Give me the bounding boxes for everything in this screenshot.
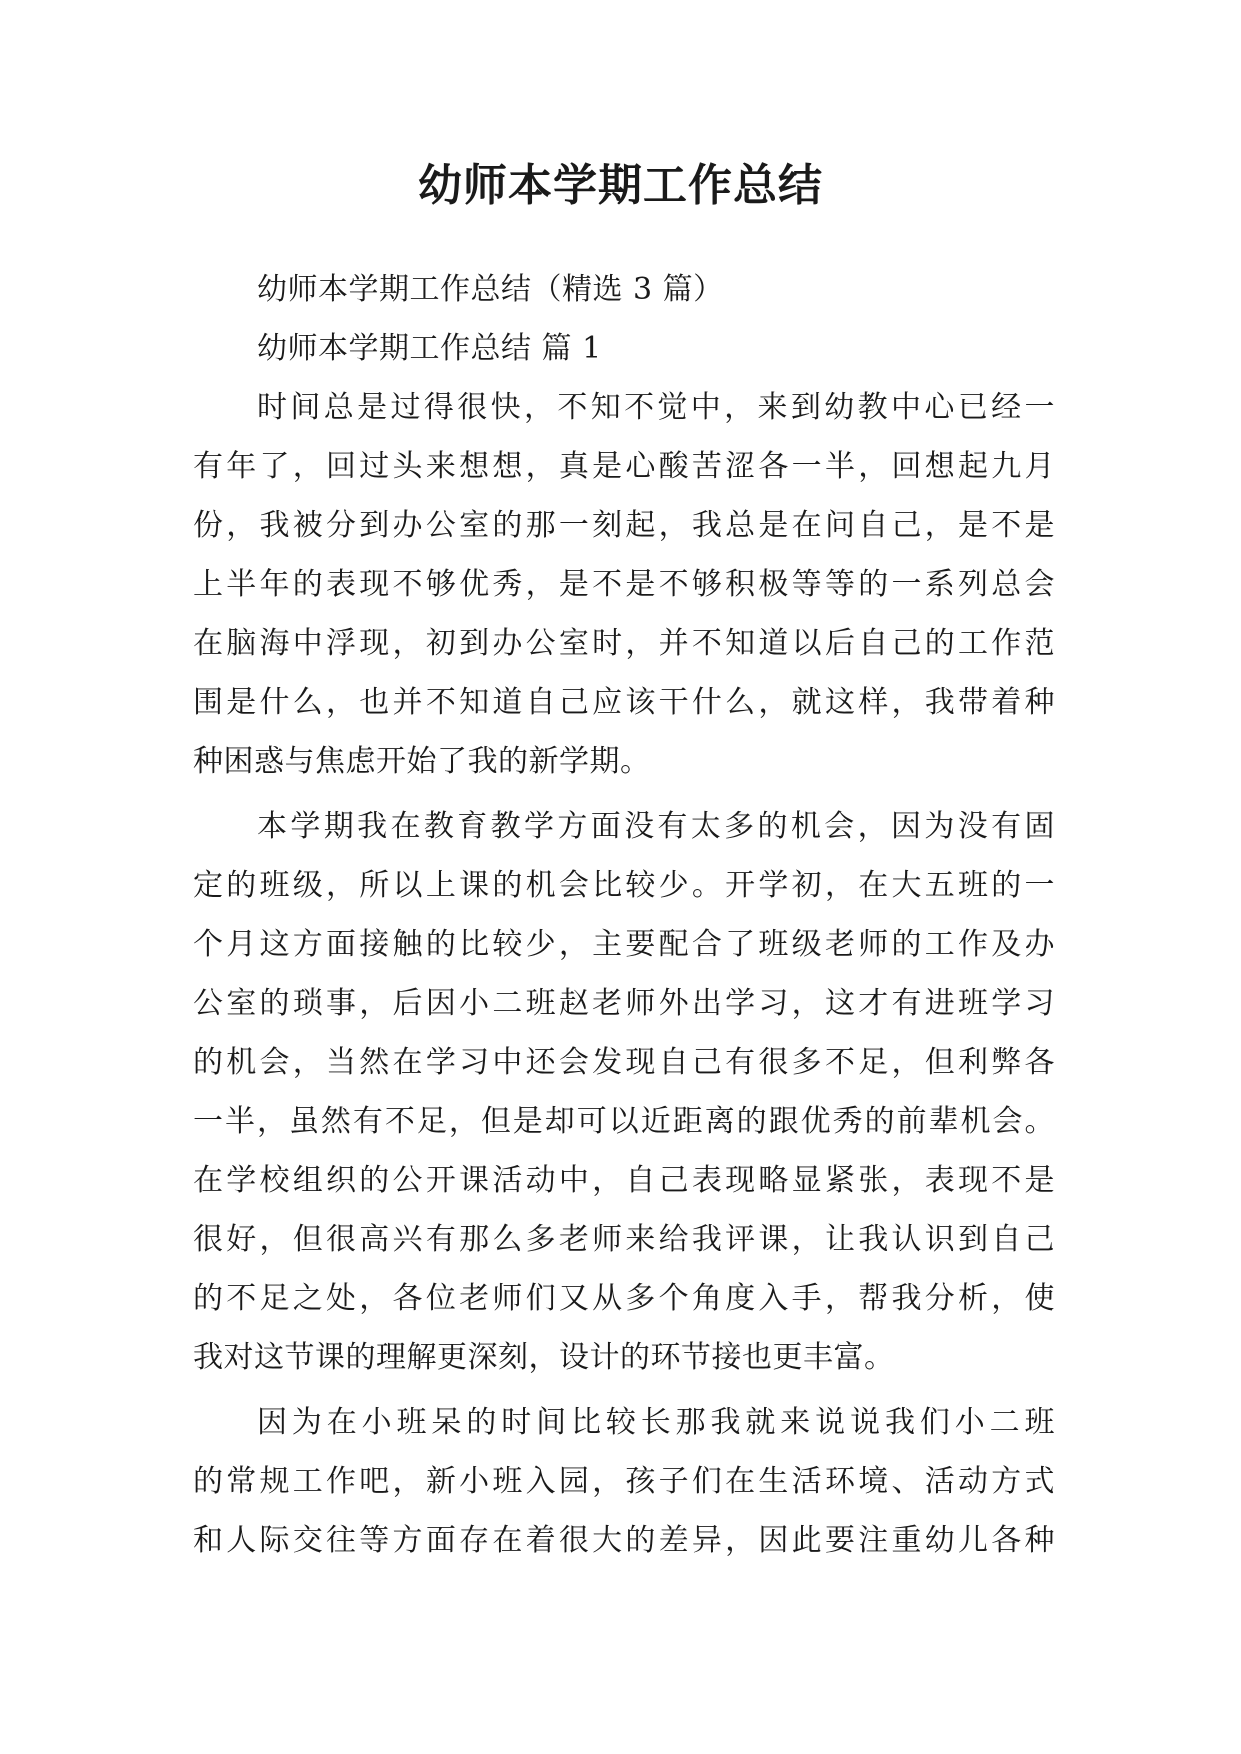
paragraph-line: 的常规工作吧，新小班入园，孩子们在生活环境、活动方式 — [193, 1464, 1055, 1499]
paragraph-line: 有年了，回过头来想想，真是心酸苦涩各一半，回想起九月 — [193, 449, 1055, 484]
paragraph-line: 上半年的表现不够优秀，是不是不够积极等等的一系列总会 — [193, 567, 1055, 602]
paragraph-line: 定的班级，所以上课的机会比较少。开学初，在大五班的一 — [193, 868, 1055, 903]
paragraph-line: 种困惑与焦虑开始了我的新学期。 — [193, 744, 651, 779]
paragraph-line: 的不足之处，各位老师们又从多个角度入手，帮我分析，使 — [193, 1281, 1055, 1316]
section-heading: 幼师本学期工作总结 篇 1 — [257, 331, 602, 366]
paragraph-line: 因为在小班呆的时间比较长那我就来说说我们小二班 — [257, 1405, 1055, 1440]
paragraph-line: 公室的琐事，后因小二班赵老师外出学习，这才有进班学习 — [193, 986, 1055, 1021]
paragraph-line: 份，我被分到办公室的那一刻起，我总是在问自己，是不是 — [193, 508, 1055, 543]
paragraph-line: 和人际交往等方面存在着很大的差异，因此要注重幼儿各种 — [193, 1523, 1055, 1558]
paragraph-line: 时间总是过得很快，不知不觉中，来到幼教中心已经一 — [257, 390, 1055, 425]
paragraph-line: 很好，但很高兴有那么多老师来给我评课，让我认识到自己 — [193, 1222, 1055, 1257]
paragraph-line: 围是什么，也并不知道自己应该干什么，就这样，我带着种 — [193, 685, 1055, 720]
document-subtitle: 幼师本学期工作总结（精选 3 篇） — [257, 272, 724, 307]
paragraph-line: 的机会，当然在学习中还会发现自己有很多不足，但利弊各 — [193, 1045, 1055, 1080]
paragraph-line: 个月这方面接触的比较少，主要配合了班级老师的工作及办 — [193, 927, 1055, 962]
paragraph-line: 我对这节课的理解更深刻，设计的环节接也更丰富。 — [193, 1340, 895, 1375]
document-body — [193, 260, 1055, 1570]
paragraph-line: 一半，虽然有不足，但是却可以近距离的跟优秀的前辈机会。 — [193, 1104, 1055, 1139]
paragraph-line: 在学校组织的公开课活动中，自己表现略显紧张，表现不是 — [193, 1163, 1055, 1198]
paragraph-line: 在脑海中浮现，初到办公室时，并不知道以后自己的工作范 — [193, 626, 1055, 661]
document-title: 幼师本学期工作总结 — [418, 160, 823, 211]
paragraph-line: 本学期我在教育教学方面没有太多的机会，因为没有固 — [257, 809, 1055, 844]
